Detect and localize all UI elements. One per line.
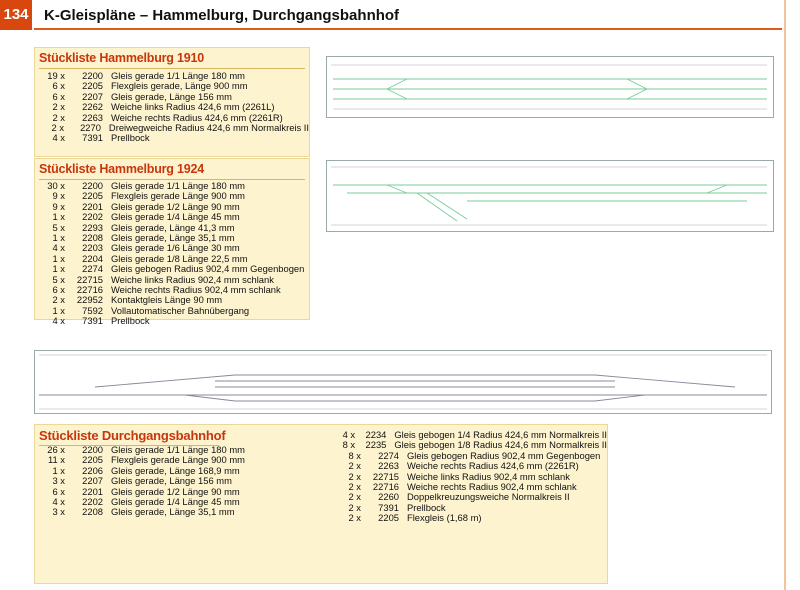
item-quantity: 30 x: [47, 180, 65, 191]
item-article-number: 2270: [80, 122, 101, 134]
page-edge-stripe: [784, 0, 786, 590]
item-article-number: 2263: [82, 111, 103, 123]
item-article-number: 2207: [82, 475, 103, 487]
title-rule: [39, 68, 305, 69]
item-quantity: 2 x: [348, 481, 361, 493]
item-quantity: 1 x: [52, 464, 65, 476]
item-description: Weiche rechts Radius 902,4 mm schlank: [111, 284, 281, 296]
item-article-number: 2274: [82, 263, 103, 275]
item-article-number: 2200: [82, 180, 103, 191]
list-item: [35, 316, 309, 326]
track-plan-1910: [326, 56, 774, 118]
item-article-number: 2201: [82, 200, 103, 212]
parts-list-title: Stückliste Hammelburg 1924: [39, 162, 205, 176]
item-article-number: 22715: [372, 470, 399, 482]
item-description: Doppelkreuzungsweiche Normalkreis II: [407, 491, 570, 503]
item-quantity: 4 x: [52, 242, 65, 254]
list-item: [331, 513, 607, 523]
item-description: Flexgleis (1,68 m): [407, 512, 482, 524]
item-description: Gleis gerade 1/6 Länge 30 mm: [111, 242, 240, 254]
item-quantity: 2 x: [51, 122, 65, 134]
parts-list-left: [35, 445, 325, 518]
item-article-number: 7592: [82, 304, 103, 316]
item-description: Gleis gerade 1/4 Länge 45 mm: [111, 211, 240, 223]
track-plan-drawing: [35, 351, 771, 413]
item-article-number: 7391: [378, 501, 399, 513]
item-description: Flexgleis gerade Länge 900 mm: [111, 190, 245, 202]
item-quantity: 9 x: [52, 190, 65, 202]
item-description: Gleis gerade 1/2 Länge 90 mm: [111, 200, 240, 212]
item-article-number: 22716: [76, 284, 103, 296]
track-plan-drawing: [327, 161, 773, 231]
item-description: Gleis gerade 1/4 Länge 45 mm: [111, 496, 240, 508]
item-description: Weiche rechts Radius 424,6 mm (2261R): [111, 111, 283, 123]
item-description: Gleis gebogen 1/4 Radius 424,6 mm Normalkreis II: [394, 429, 607, 440]
item-quantity: 2 x: [348, 470, 361, 482]
item-article-number: 2202: [82, 496, 103, 508]
item-description: Gleis gerade, Länge 156 mm: [111, 475, 232, 487]
item-quantity: 5 x: [52, 273, 65, 285]
item-quantity: 4 x: [342, 429, 356, 440]
item-quantity: 6 x: [52, 90, 65, 102]
item-description: Gleis gerade 1/2 Länge 90 mm: [111, 485, 240, 497]
title-divider: [34, 28, 782, 30]
item-quantity: 9 x: [52, 200, 65, 212]
item-description: Gleis gerade, Länge 168,9 mm: [111, 464, 240, 476]
item-description: Gleis gerade 1/1 Länge 180 mm: [111, 180, 245, 191]
item-description: Prellbock: [111, 132, 150, 144]
item-description: Vollautomatischer Bahnübergang: [111, 304, 250, 316]
track-plan-drawing: [327, 57, 773, 117]
page-title: K-Gleispläne – Hammelburg, Durchgangsbahnhof: [44, 7, 400, 24]
item-quantity: 6 x: [52, 284, 65, 296]
item-article-number: 2205: [82, 454, 103, 466]
item-quantity: 1 x: [52, 263, 65, 275]
track-plan-durchgangsbahnhof: [34, 350, 772, 414]
item-quantity: 2 x: [52, 101, 65, 113]
item-quantity: 1 x: [52, 304, 65, 316]
list-item: [331, 492, 607, 502]
item-description: Weiche links Radius 424,6 mm (2261L): [111, 101, 275, 113]
item-quantity: 6 x: [52, 485, 65, 497]
item-description: Gleis gerade, Länge 41,3 mm: [111, 221, 235, 233]
item-description: Dreiwegweiche Radius 424,6 mm Normalkreis II: [108, 122, 309, 134]
item-article-number: 22715: [76, 273, 103, 285]
item-article-number: 2205: [82, 80, 103, 92]
item-article-number: 2206: [82, 464, 103, 476]
parts-list-box-1924: [34, 158, 310, 327]
item-article-number: 7391: [82, 315, 103, 327]
item-description: Kontaktgleis Länge 90 mm: [111, 294, 223, 306]
parts-list-right: [331, 430, 607, 524]
page-number: 134: [0, 0, 32, 30]
item-quantity: 2 x: [52, 294, 65, 306]
item-article-number: 2203: [82, 242, 103, 254]
item-description: Gleis gebogen Radius 902,4 mm Gegenbogen: [407, 449, 601, 461]
item-article-number: 2200: [82, 444, 103, 455]
item-description: Weiche rechts Radius 902,4 mm schlank: [407, 481, 577, 493]
list-item: [35, 507, 325, 517]
item-article-number: 2201: [82, 485, 103, 497]
item-article-number: 2234: [365, 429, 387, 440]
item-article-number: 2200: [82, 70, 103, 81]
item-article-number: 2263: [378, 460, 399, 472]
item-quantity: 6 x: [52, 80, 65, 92]
item-article-number: 2207: [82, 90, 103, 102]
item-quantity: 4 x: [52, 132, 65, 144]
item-quantity: 2 x: [52, 111, 65, 123]
item-description: Gleis gerade 1/1 Länge 180 mm: [111, 70, 245, 81]
item-description: Gleis gerade 1/8 Länge 22,5 mm: [111, 252, 248, 264]
item-quantity: 2 x: [348, 491, 361, 503]
item-quantity: 1 x: [52, 211, 65, 223]
list-item: [35, 123, 309, 133]
item-description: Weiche links Radius 902,4 mm schlank: [111, 273, 274, 285]
item-quantity: 4 x: [52, 315, 65, 327]
parts-list-title: Stückliste Hammelburg 1910: [39, 51, 205, 65]
list-item: [35, 306, 309, 316]
item-quantity: 5 x: [52, 221, 65, 233]
item-quantity: 19 x: [47, 70, 65, 81]
track-plan-1924: [326, 160, 774, 232]
item-description: Prellbock: [407, 501, 446, 513]
parts-list: [35, 181, 309, 327]
item-article-number: 2208: [82, 232, 103, 244]
item-article-number: 2208: [82, 506, 103, 518]
item-description: Weiche rechts Radius 424,6 mm (2261R): [407, 460, 579, 472]
item-article-number: 2262: [82, 101, 103, 113]
item-quantity: 2 x: [348, 512, 361, 524]
item-quantity: 11 x: [47, 454, 65, 466]
item-quantity: 2 x: [348, 501, 361, 513]
item-quantity: 3 x: [52, 475, 65, 487]
item-description: Gleis gerade, Länge 35,1 mm: [111, 506, 235, 518]
item-article-number: 22716: [372, 481, 399, 493]
item-quantity: 8 x: [342, 439, 356, 451]
item-article-number: 2274: [378, 449, 399, 461]
item-quantity: 8 x: [348, 449, 361, 461]
item-article-number: 22952: [76, 294, 103, 306]
item-description: Prellbock: [111, 315, 150, 327]
parts-list-box-1910: [34, 47, 310, 157]
item-description: Gleis gerade, Länge 156 mm: [111, 90, 232, 102]
item-description: Weiche links Radius 902,4 mm schlank: [407, 470, 570, 482]
item-article-number: 2260: [378, 491, 399, 503]
parts-list-title: Stückliste Durchgangsbahnhof: [39, 428, 226, 443]
item-article-number: 2235: [365, 439, 387, 451]
item-article-number: 2293: [82, 221, 103, 233]
item-description: Gleis gebogen Radius 902,4 mm Gegenbogen: [111, 263, 305, 275]
item-quantity: 2 x: [348, 460, 361, 472]
item-article-number: 2205: [378, 512, 399, 524]
item-quantity: 26 x: [47, 444, 65, 455]
item-description: Gleis gebogen 1/8 Radius 424,6 mm Normalkreis II: [394, 439, 607, 451]
item-article-number: 2205: [82, 190, 103, 202]
item-description: Flexgleis gerade, Länge 900 mm: [111, 80, 248, 92]
item-description: Gleis gerade, Länge 35,1 mm: [111, 232, 235, 244]
item-quantity: 4 x: [52, 496, 65, 508]
item-quantity: 3 x: [52, 506, 65, 518]
list-item: [35, 133, 309, 143]
item-article-number: 2204: [82, 252, 103, 264]
item-article-number: 7391: [82, 132, 103, 144]
item-quantity: 1 x: [52, 252, 65, 264]
item-quantity: 1 x: [52, 232, 65, 244]
item-article-number: 2202: [82, 211, 103, 223]
parts-list-box-durchgangsbahnhof: [34, 424, 608, 584]
parts-list: [35, 71, 309, 144]
item-description: Gleis gerade 1/1 Länge 180 mm: [111, 444, 245, 455]
item-description: Flexgleis gerade Länge 900 mm: [111, 454, 245, 466]
